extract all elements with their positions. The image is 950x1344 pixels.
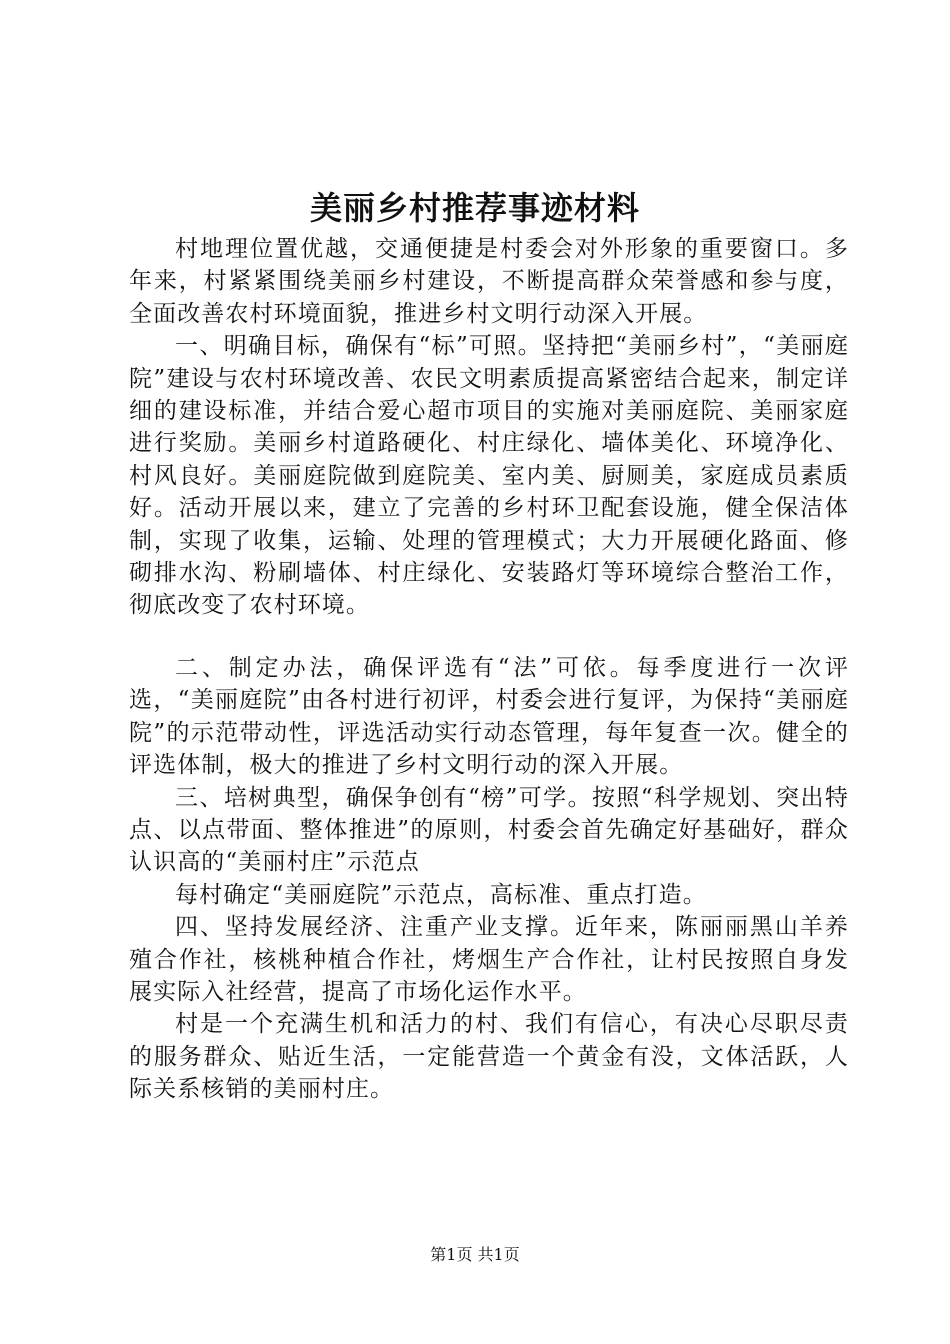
paragraph-intro: 村地理位置优越，交通便捷是村委会对外形象的重要窗口。多年来，村紧紧围绕美丽乡村建设，不断提高群众荣誉感和参与度，全面改善农村环境面貌，推进乡村文明行动深入开展。 bbox=[129, 236, 849, 327]
document-title: 美丽乡村推荐事迹材料 bbox=[309, 189, 640, 227]
paragraph-conclusion: 村是一个充满生机和活力的村、我们有信心，有决心尽职尽责的服务群众、贴近生活，一定能营造一个黄金有没，文体活跃，人际关系核销的美丽村庄。 bbox=[129, 1011, 849, 1103]
page-number-footer: 第1页 共1页 bbox=[430, 1245, 520, 1264]
paragraph-section-4: 四、坚持发展经济、注重产业支撑。近年来，陈丽丽黑山羊养殖合作社，核桃种植合作社，烤烟生产合作社，让村民按照自身发展实际入社经营，提高了市场化运作水平。 bbox=[129, 914, 849, 1005]
paragraph-section-3: 三、培树典型，确保争创有“榜”可学。按照“科学规划、突出特点、以点带面、整体推进”的原则，村委会首先确定好基础好，群众认识高的“美丽村庄”示范点 bbox=[129, 784, 849, 876]
paragraph-section-3-continued: 每村确定“美丽庭院”示范点，高标准、重点打造。 bbox=[175, 881, 707, 908]
paragraph-section-2: 二、制定办法，确保评选有“法”可依。每季度进行一次评选，“美丽庭院”由各村进行初评，村委会进行复评，为保持“美丽庭院”的示范带动性，评选活动实行动态管理，每年复查一次。健全的评选体制，极大的推进了乡村文明行动的深入开展。 bbox=[129, 654, 849, 779]
paragraph-section-1: 一、明确目标，确保有“标”可照。坚持把“美丽乡村”，“美丽庭院”建设与农村环境改善、农民文明素质提高紧密结合起来，制定详细的建设标准，并结合爱心超市项目的实施对美丽庭院、美丽家庭进行奖励。美丽乡村道路硬化、村庄绿化、墙体美化、环境净化、村风良好。美丽庭院做到庭院美、室内美、厨厕美，家庭成员素质好。活动开展以来，建立了完善的乡村环卫配套设施，健全保洁体制，实现了收集，运输、处理的管理模式；大力开展硬化路面、修砌排水沟、粉刷墙体、村庄绿化、安装路灯等环境综合整治工作，彻底改变了农村环境。 bbox=[129, 333, 849, 619]
document-body bbox=[129, 233, 849, 1106]
